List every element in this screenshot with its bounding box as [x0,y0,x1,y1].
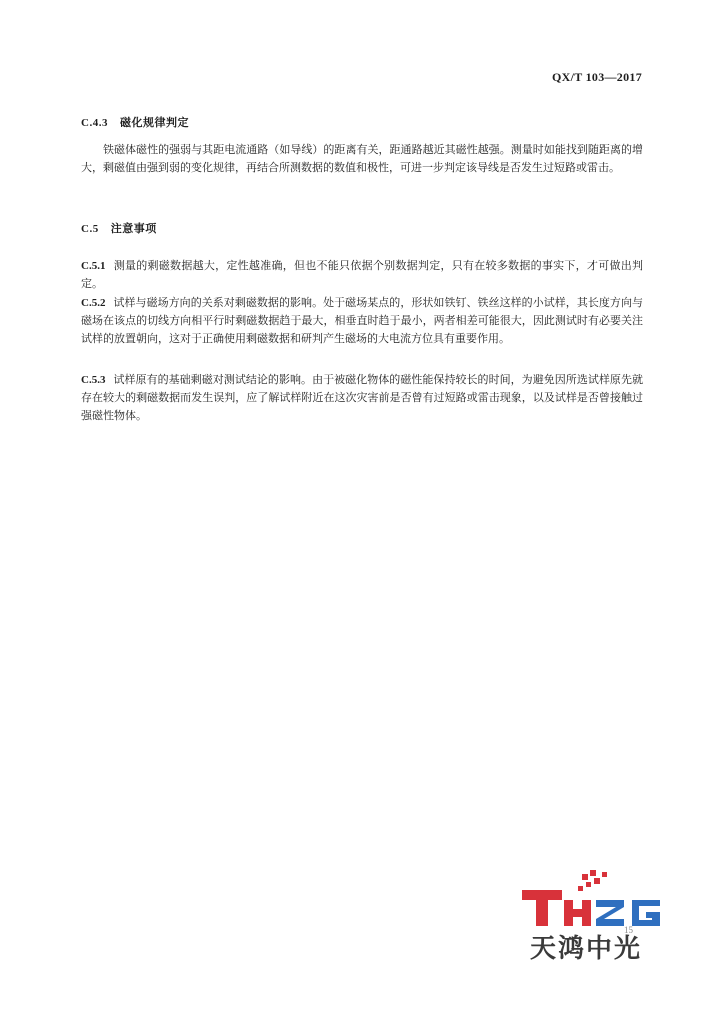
paragraph-c52 [81,294,643,349]
section-number: C.5 [81,223,99,235]
clause-text: 试样原有的基础剩磁对测试结论的影响。由于被磁化物体的磁性能保持较长的时间，为避免因所选试样原先就存在较大的剩磁数据而发生误判，应了解试样附近在这次灾害前是否曾有过短路或雷击现象，以及试样是否曾接触过强磁性物体。 [81,373,643,423]
clause-number: C.5.3 [81,374,106,386]
paragraph-c43: 铁磁体磁性的强弱与其距电流通路（如导线）的距离有关，距通路越近其磁性越强。测量时如能找到随距离的增大，剩磁值由强到弱的变化规律，再结合所测数据的数值和极性，可进一步判定该导线是否发生过短路或雷击。 [81,143,643,175]
clause-number: C.5.2 [81,297,106,309]
paragraph-c53 [81,371,643,426]
section-title: 注意事项 [110,222,157,235]
watermark-company-name: 天鸿中光 [530,934,643,964]
section-number: C.4.3 [81,117,108,129]
page-number: 15 [624,925,633,935]
standard-code-header: QX/T 103—2017 [551,70,642,84]
paragraph-c51 [81,257,643,293]
section-heading-c43 [81,114,189,130]
section-heading-c5 [81,220,157,236]
clause-text: 测量的剩磁数据越大，定性越准确，但也不能只依据个别数据判定，只有在较多数据的事实下，才可做出判定。 [81,259,643,291]
section-title: 磁化规律判定 [119,116,189,129]
clause-text: 试样与磁场方向的关系对剩磁数据的影响。处于磁场某点的，形状如铁钉、铁丝这样的小试样，其长度方向与磁场在该点的切线方向相平行时剩磁数据趋于最大，相垂直时趋于最小，两者相差可能很大，因此测试时有必要关注试样的放置朝向，这对于正确使用剩磁数据和研判产生磁场的大电流方位具有重要作用。 [81,296,643,346]
clause-number: C.5.1 [81,260,106,272]
